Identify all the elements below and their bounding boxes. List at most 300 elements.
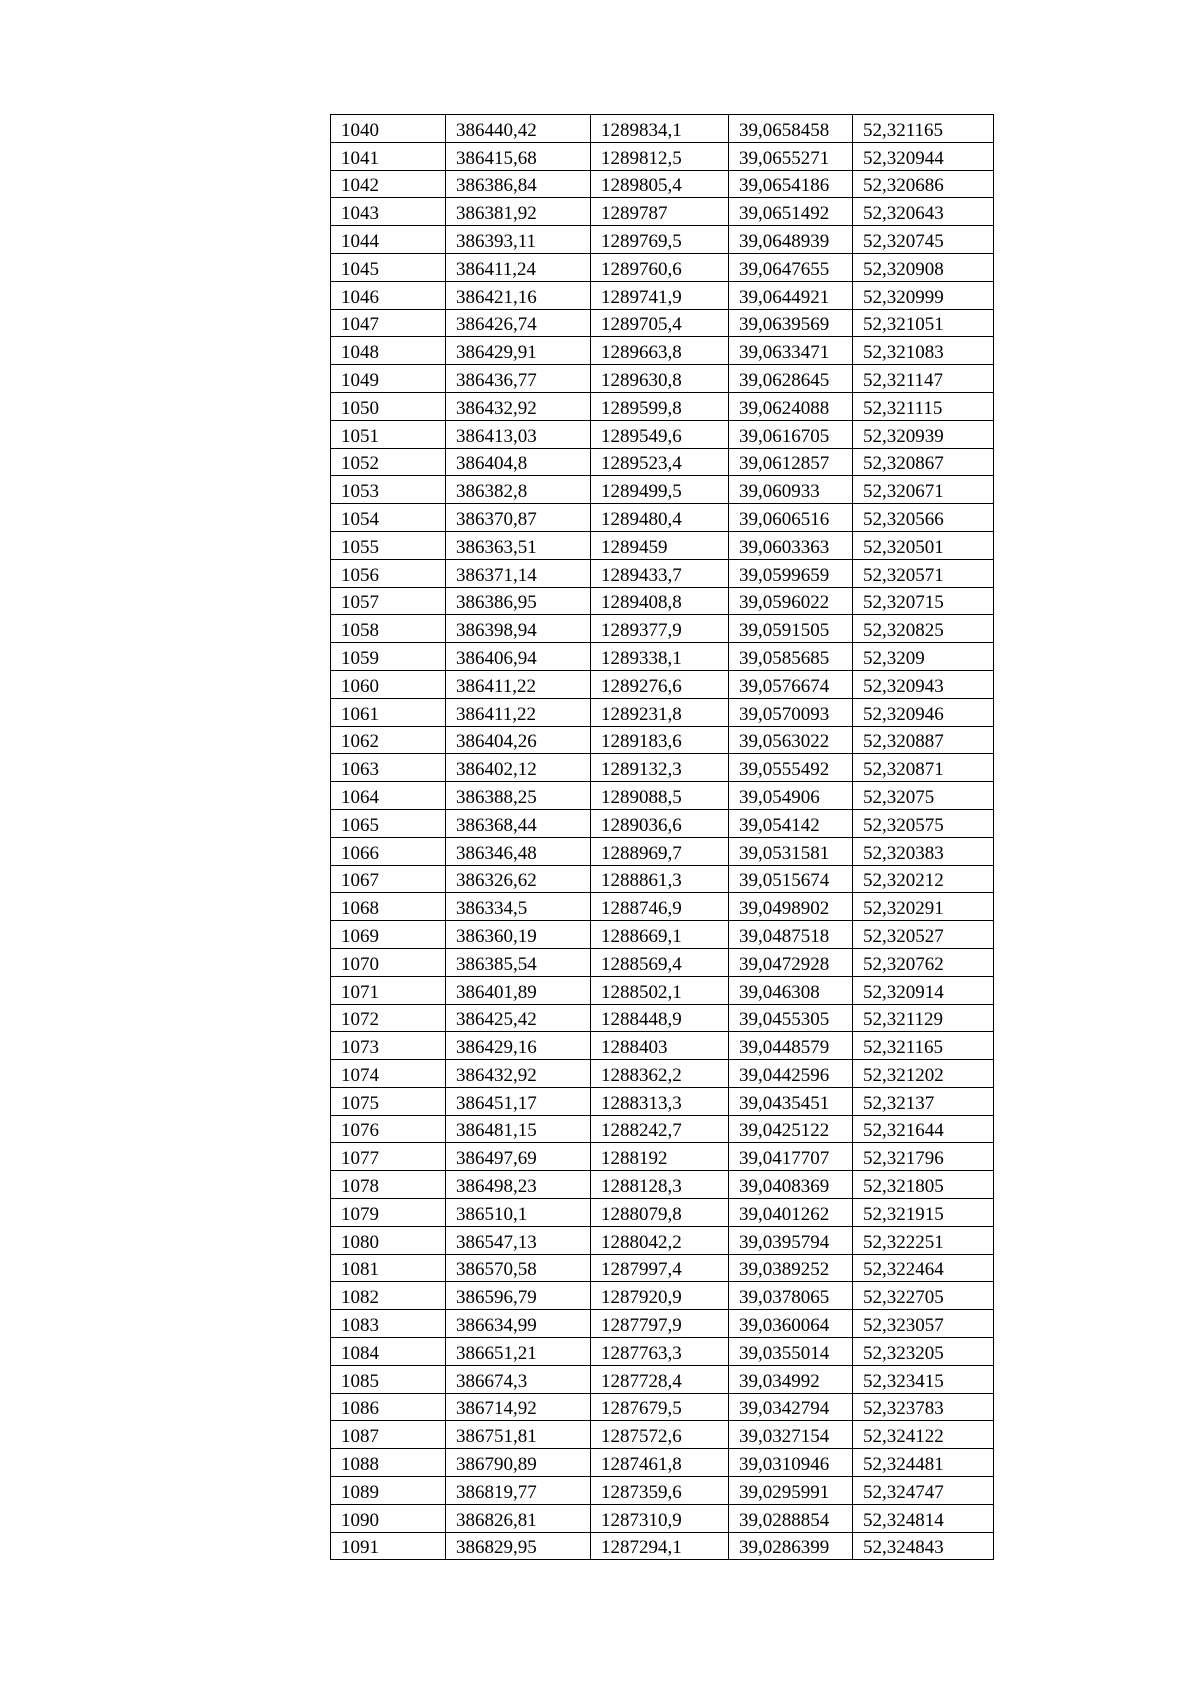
- cell-text: 39,0648939: [739, 230, 830, 252]
- x-coordinate-cell: [446, 1421, 591, 1449]
- latitude-cell: [853, 1338, 994, 1366]
- cell-text: 386481,15: [456, 1120, 537, 1142]
- cell-text: 1065: [341, 814, 379, 836]
- cell-text: 39,0498902: [739, 898, 830, 920]
- table-row: [331, 670, 994, 698]
- latitude-cell: [853, 226, 994, 254]
- cell-text: 52,324122: [863, 1426, 944, 1448]
- x-coordinate-cell: [446, 448, 591, 476]
- cell-text: 1287797,9: [601, 1315, 682, 1337]
- x-coordinate-cell: [446, 587, 591, 615]
- cell-text: 1081: [341, 1259, 379, 1281]
- cell-text: 1289741,9: [601, 286, 682, 308]
- cell-text: 39,0655271: [739, 147, 830, 169]
- cell-text: 39,0378065: [739, 1287, 830, 1309]
- cell-text: 1058: [341, 620, 379, 642]
- cell-text: 1288746,9: [601, 898, 682, 920]
- cell-text: 39,0408369: [739, 1176, 830, 1198]
- y-coordinate-cell: [591, 837, 729, 865]
- cell-text: 1288861,3: [601, 870, 682, 892]
- cell-text: 52,321202: [863, 1064, 944, 1086]
- cell-text: 1049: [341, 369, 379, 391]
- x-coordinate-cell: [446, 115, 591, 143]
- cell-text: 39,034992: [739, 1370, 820, 1392]
- cell-text: 52,324843: [863, 1537, 944, 1559]
- point-number-cell: [331, 1143, 446, 1171]
- y-coordinate-cell: [591, 115, 729, 143]
- latitude-cell: [853, 948, 994, 976]
- cell-text: 386790,89: [456, 1454, 537, 1476]
- longitude-cell: [729, 1060, 853, 1088]
- longitude-cell: [729, 309, 853, 337]
- cell-text: 386385,54: [456, 953, 537, 975]
- cell-text: 39,0585685: [739, 647, 830, 669]
- cell-text: 52,324747: [863, 1481, 944, 1503]
- cell-text: 52,320908: [863, 258, 944, 280]
- table-row: [331, 1477, 994, 1505]
- cell-text: 52,321129: [863, 1009, 944, 1031]
- cell-text: 1060: [341, 675, 379, 697]
- point-number-cell: [331, 309, 446, 337]
- cell-text: 52,320686: [863, 175, 944, 197]
- table-row: [331, 504, 994, 532]
- latitude-cell: [853, 865, 994, 893]
- longitude-cell: [729, 1143, 853, 1171]
- cell-text: 386498,23: [456, 1176, 537, 1198]
- table-row: [331, 1393, 994, 1421]
- cell-text: 1287359,6: [601, 1481, 682, 1503]
- cell-text: 39,0651492: [739, 203, 830, 225]
- latitude-cell: [853, 698, 994, 726]
- cell-text: 39,0603363: [739, 536, 830, 558]
- cell-text: 386432,92: [456, 397, 537, 419]
- longitude-cell: [729, 476, 853, 504]
- point-number-cell: [331, 1310, 446, 1338]
- y-coordinate-cell: [591, 226, 729, 254]
- x-coordinate-cell: [446, 226, 591, 254]
- latitude-cell: [853, 1477, 994, 1505]
- cell-text: 1287294,1: [601, 1537, 682, 1559]
- y-coordinate-cell: [591, 1226, 729, 1254]
- cell-text: 386425,42: [456, 1009, 537, 1031]
- cell-text: 1288362,2: [601, 1064, 682, 1086]
- latitude-cell: [853, 754, 994, 782]
- table-row: [331, 420, 994, 448]
- cell-text: 386411,22: [456, 703, 537, 725]
- table-row: [331, 698, 994, 726]
- cell-text: 1078: [341, 1176, 379, 1198]
- cell-text: 52,320867: [863, 453, 944, 475]
- cell-text: 386393,11: [456, 230, 537, 252]
- y-coordinate-cell: [591, 309, 729, 337]
- cell-text: 1288192: [601, 1148, 668, 1170]
- cell-text: 39,0531581: [739, 842, 830, 864]
- x-coordinate-cell: [446, 392, 591, 420]
- longitude-cell: [729, 170, 853, 198]
- cell-text: 1043: [341, 203, 379, 225]
- x-coordinate-cell: [446, 1143, 591, 1171]
- cell-text: 1288079,8: [601, 1203, 682, 1225]
- point-number-cell: [331, 531, 446, 559]
- latitude-cell: [853, 976, 994, 1004]
- point-number-cell: [331, 1532, 446, 1560]
- cell-text: 1059: [341, 647, 379, 669]
- cell-text: 1288969,7: [601, 842, 682, 864]
- x-coordinate-cell: [446, 1338, 591, 1366]
- longitude-cell: [729, 893, 853, 921]
- cell-text: 52,321644: [863, 1120, 944, 1142]
- cell-text: 52,3209: [863, 647, 925, 669]
- x-coordinate-cell: [446, 1115, 591, 1143]
- cell-text: 1041: [341, 147, 379, 169]
- cell-text: 52,321805: [863, 1176, 944, 1198]
- cell-text: 386429,16: [456, 1037, 537, 1059]
- cell-text: 386510,1: [456, 1203, 528, 1225]
- longitude-cell: [729, 837, 853, 865]
- point-number-cell: [331, 1226, 446, 1254]
- latitude-cell: [853, 253, 994, 281]
- cell-text: 1055: [341, 536, 379, 558]
- table-row: [331, 1338, 994, 1366]
- y-coordinate-cell: [591, 476, 729, 504]
- cell-text: 39,0360064: [739, 1315, 830, 1337]
- point-number-cell: [331, 504, 446, 532]
- y-coordinate-cell: [591, 1282, 729, 1310]
- cell-text: 52,324814: [863, 1509, 944, 1531]
- point-number-cell: [331, 1254, 446, 1282]
- longitude-cell: [729, 115, 853, 143]
- cell-text: 386363,51: [456, 536, 537, 558]
- longitude-cell: [729, 1254, 853, 1282]
- cell-text: 1289433,7: [601, 564, 682, 586]
- cell-text: 39,0395794: [739, 1231, 830, 1253]
- y-coordinate-cell: [591, 365, 729, 393]
- longitude-cell: [729, 1087, 853, 1115]
- point-number-cell: [331, 281, 446, 309]
- point-number-cell: [331, 948, 446, 976]
- cell-text: 52,322464: [863, 1259, 944, 1281]
- x-coordinate-cell: [446, 1032, 591, 1060]
- x-coordinate-cell: [446, 1254, 591, 1282]
- cell-text: 1073: [341, 1037, 379, 1059]
- point-number-cell: [331, 670, 446, 698]
- y-coordinate-cell: [591, 1199, 729, 1227]
- point-number-cell: [331, 170, 446, 198]
- cell-text: 39,0606516: [739, 508, 830, 530]
- x-coordinate-cell: [446, 893, 591, 921]
- point-number-cell: [331, 698, 446, 726]
- y-coordinate-cell: [591, 1365, 729, 1393]
- x-coordinate-cell: [446, 1087, 591, 1115]
- y-coordinate-cell: [591, 670, 729, 698]
- cell-text: 1288502,1: [601, 981, 682, 1003]
- table-row: [331, 476, 994, 504]
- cell-text: 1288669,1: [601, 925, 682, 947]
- point-number-cell: [331, 921, 446, 949]
- cell-text: 386436,77: [456, 369, 537, 391]
- y-coordinate-cell: [591, 643, 729, 671]
- cell-text: 386426,74: [456, 314, 537, 336]
- cell-text: 1071: [341, 981, 379, 1003]
- x-coordinate-cell: [446, 198, 591, 226]
- point-number-cell: [331, 392, 446, 420]
- y-coordinate-cell: [591, 559, 729, 587]
- cell-text: 1048: [341, 342, 379, 364]
- cell-text: 386370,87: [456, 508, 537, 530]
- cell-text: 39,0658458: [739, 119, 830, 141]
- cell-text: 52,32075: [863, 786, 935, 808]
- cell-text: 386421,16: [456, 286, 537, 308]
- cell-text: 39,0310946: [739, 1454, 830, 1476]
- table-row: [331, 1032, 994, 1060]
- cell-text: 1289805,4: [601, 175, 682, 197]
- longitude-cell: [729, 504, 853, 532]
- point-number-cell: [331, 837, 446, 865]
- y-coordinate-cell: [591, 253, 729, 281]
- cell-text: 386674,3: [456, 1370, 528, 1392]
- x-coordinate-cell: [446, 809, 591, 837]
- cell-text: 1289338,1: [601, 647, 682, 669]
- table-row: [331, 142, 994, 170]
- longitude-cell: [729, 1226, 853, 1254]
- y-coordinate-cell: [591, 504, 729, 532]
- point-number-cell: [331, 1504, 446, 1532]
- latitude-cell: [853, 365, 994, 393]
- y-coordinate-cell: [591, 1060, 729, 1088]
- cell-text: 52,320212: [863, 870, 944, 892]
- cell-text: 1057: [341, 592, 379, 614]
- cell-text: 52,320383: [863, 842, 944, 864]
- latitude-cell: [853, 1143, 994, 1171]
- table-row: [331, 782, 994, 810]
- cell-text: 1054: [341, 508, 379, 530]
- longitude-cell: [729, 643, 853, 671]
- cell-text: 39,0355014: [739, 1342, 830, 1364]
- cell-text: 1040: [341, 119, 379, 141]
- cell-text: 1070: [341, 953, 379, 975]
- cell-text: 1288403: [601, 1037, 668, 1059]
- cell-text: 1084: [341, 1342, 379, 1364]
- cell-text: 386411,22: [456, 675, 537, 697]
- table-row: [331, 1282, 994, 1310]
- cell-text: 52,321915: [863, 1203, 944, 1225]
- cell-text: 386404,8: [456, 453, 528, 475]
- x-coordinate-cell: [446, 698, 591, 726]
- cell-text: 386651,21: [456, 1342, 537, 1364]
- table-row: [331, 615, 994, 643]
- longitude-cell: [729, 365, 853, 393]
- latitude-cell: [853, 448, 994, 476]
- cell-text: 39,0327154: [739, 1426, 830, 1448]
- cell-text: 39,0644921: [739, 286, 830, 308]
- point-number-cell: [331, 1338, 446, 1366]
- latitude-cell: [853, 893, 994, 921]
- table-row: [331, 448, 994, 476]
- table-row: [331, 253, 994, 281]
- longitude-cell: [729, 1421, 853, 1449]
- x-coordinate-cell: [446, 281, 591, 309]
- cell-text: 52,322251: [863, 1231, 944, 1253]
- x-coordinate-cell: [446, 1060, 591, 1088]
- cell-text: 52,321147: [863, 369, 944, 391]
- y-coordinate-cell: [591, 615, 729, 643]
- table-row: [331, 809, 994, 837]
- table-row: [331, 921, 994, 949]
- cell-text: 386415,68: [456, 147, 537, 169]
- cell-text: 1287679,5: [601, 1398, 682, 1420]
- point-number-cell: [331, 448, 446, 476]
- cell-text: 1289523,4: [601, 453, 682, 475]
- cell-text: 1289132,3: [601, 759, 682, 781]
- latitude-cell: [853, 1060, 994, 1088]
- cell-text: 1050: [341, 397, 379, 419]
- cell-text: 39,0633471: [739, 342, 830, 364]
- table-row: [331, 1199, 994, 1227]
- latitude-cell: [853, 615, 994, 643]
- point-number-cell: [331, 559, 446, 587]
- cell-text: 1289276,6: [601, 675, 682, 697]
- longitude-cell: [729, 281, 853, 309]
- cell-text: 386440,42: [456, 119, 537, 141]
- cell-text: 386402,12: [456, 759, 537, 781]
- cell-text: 1072: [341, 1009, 379, 1031]
- x-coordinate-cell: [446, 1282, 591, 1310]
- cell-text: 1289036,6: [601, 814, 682, 836]
- longitude-cell: [729, 337, 853, 365]
- cell-text: 386432,92: [456, 1064, 537, 1086]
- cell-text: 1088: [341, 1454, 379, 1476]
- cell-text: 39,060933: [739, 481, 820, 503]
- cell-text: 52,323783: [863, 1398, 944, 1420]
- cell-text: 39,0616705: [739, 425, 830, 447]
- cell-text: 1287920,9: [601, 1287, 682, 1309]
- point-number-cell: [331, 1087, 446, 1115]
- y-coordinate-cell: [591, 1449, 729, 1477]
- table-row: [331, 1060, 994, 1088]
- table-row: [331, 1171, 994, 1199]
- cell-text: 1289599,8: [601, 397, 682, 419]
- table-row: [331, 587, 994, 615]
- cell-text: 386360,19: [456, 925, 537, 947]
- y-coordinate-cell: [591, 1087, 729, 1115]
- x-coordinate-cell: [446, 754, 591, 782]
- cell-text: 1288313,3: [601, 1092, 682, 1114]
- x-coordinate-cell: [446, 559, 591, 587]
- x-coordinate-cell: [446, 1449, 591, 1477]
- y-coordinate-cell: [591, 893, 729, 921]
- cell-text: 39,0555492: [739, 759, 830, 781]
- longitude-cell: [729, 809, 853, 837]
- cell-text: 386547,13: [456, 1231, 537, 1253]
- table-row: [331, 1310, 994, 1338]
- cell-text: 52,320871: [863, 759, 944, 781]
- cell-text: 1287461,8: [601, 1454, 682, 1476]
- longitude-cell: [729, 698, 853, 726]
- y-coordinate-cell: [591, 809, 729, 837]
- cell-text: 39,0472928: [739, 953, 830, 975]
- point-number-cell: [331, 337, 446, 365]
- point-number-cell: [331, 1365, 446, 1393]
- point-number-cell: [331, 226, 446, 254]
- cell-text: 52,320566: [863, 508, 944, 530]
- cell-text: 386381,92: [456, 203, 537, 225]
- cell-text: 52,321115: [863, 397, 943, 419]
- cell-text: 52,320715: [863, 592, 944, 614]
- y-coordinate-cell: [591, 1171, 729, 1199]
- table-row: [331, 726, 994, 754]
- longitude-cell: [729, 1393, 853, 1421]
- cell-text: 1288128,3: [601, 1176, 682, 1198]
- point-number-cell: [331, 1060, 446, 1088]
- table-row: [331, 754, 994, 782]
- latitude-cell: [853, 1449, 994, 1477]
- cell-text: 52,320887: [863, 731, 944, 753]
- longitude-cell: [729, 976, 853, 1004]
- longitude-cell: [729, 726, 853, 754]
- longitude-cell: [729, 948, 853, 976]
- x-coordinate-cell: [446, 948, 591, 976]
- cell-text: 1069: [341, 925, 379, 947]
- longitude-cell: [729, 1004, 853, 1032]
- latitude-cell: [853, 504, 994, 532]
- coordinates-table: [330, 114, 994, 1560]
- cell-text: 1053: [341, 481, 379, 503]
- cell-text: 1289459: [601, 536, 668, 558]
- cell-text: 39,0612857: [739, 453, 830, 475]
- latitude-cell: [853, 1532, 994, 1560]
- cell-text: 39,0624088: [739, 397, 830, 419]
- cell-text: 39,0435451: [739, 1092, 830, 1114]
- x-coordinate-cell: [446, 504, 591, 532]
- cell-text: 1044: [341, 230, 379, 252]
- x-coordinate-cell: [446, 1171, 591, 1199]
- y-coordinate-cell: [591, 281, 729, 309]
- y-coordinate-cell: [591, 1254, 729, 1282]
- cell-text: 52,320501: [863, 536, 944, 558]
- y-coordinate-cell: [591, 754, 729, 782]
- x-coordinate-cell: [446, 1365, 591, 1393]
- cell-text: 1077: [341, 1148, 379, 1170]
- table-row: [331, 198, 994, 226]
- cell-text: 1051: [341, 425, 379, 447]
- cell-text: 1289834,1: [601, 119, 682, 141]
- latitude-cell: [853, 1393, 994, 1421]
- cell-text: 386406,94: [456, 647, 537, 669]
- y-coordinate-cell: [591, 198, 729, 226]
- longitude-cell: [729, 670, 853, 698]
- cell-text: 52,320914: [863, 981, 944, 1003]
- y-coordinate-cell: [591, 392, 729, 420]
- point-number-cell: [331, 1477, 446, 1505]
- point-number-cell: [331, 1282, 446, 1310]
- y-coordinate-cell: [591, 782, 729, 810]
- longitude-cell: [729, 865, 853, 893]
- cell-text: 386368,44: [456, 814, 537, 836]
- y-coordinate-cell: [591, 1310, 729, 1338]
- y-coordinate-cell: [591, 1143, 729, 1171]
- cell-text: 1287572,6: [601, 1426, 682, 1448]
- cell-text: 386346,48: [456, 842, 537, 864]
- table-row: [331, 643, 994, 671]
- latitude-cell: [853, 198, 994, 226]
- y-coordinate-cell: [591, 921, 729, 949]
- cell-text: 1082: [341, 1287, 379, 1309]
- longitude-cell: [729, 1504, 853, 1532]
- cell-text: 39,0401262: [739, 1203, 830, 1225]
- point-number-cell: [331, 1421, 446, 1449]
- point-number-cell: [331, 782, 446, 810]
- table-row: [331, 865, 994, 893]
